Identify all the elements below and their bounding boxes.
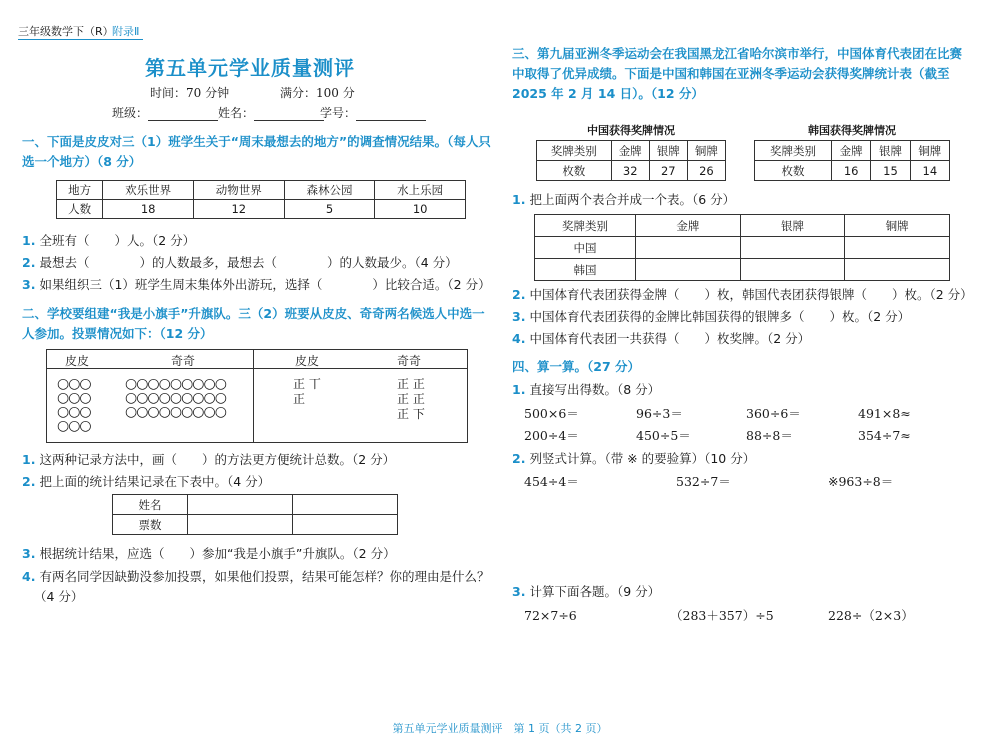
table-cell: 27 (649, 161, 687, 181)
table-cell: 金牌 (611, 141, 649, 161)
section2-heading: 二、学校要组建“我是小旗手”升旗队。三（2）班要从皮皮、奇奇两名候选人中选一 人参加。投票情况如下：（12 分） (22, 306, 485, 341)
vote-box (46, 349, 468, 443)
korea-caption: 韩国获得奖牌情况 (808, 124, 896, 137)
page-title: 第五单元学业质量测评 (145, 56, 355, 80)
appendix-label: 附录Ⅱ (112, 25, 140, 38)
s2-q4: 4. 有两名同学因缺勤没参加投票，如果他们投票，结果可能怎样？你的理由是什么？ （4 分） (22, 569, 490, 604)
table-cell: 18 (103, 200, 194, 219)
s4-q1: 1. 直接写出得数。（8 分） (512, 382, 661, 397)
name-field[interactable]: 姓名： (218, 104, 324, 121)
s4-q2: 2. 列竖式计算。（带 ※ 的要验算）（10 分） (512, 451, 756, 466)
table-cell: 5 (284, 200, 375, 219)
table-cell: 金牌 (832, 141, 871, 161)
page-footer: 第五单元学业质量测评 第 1 页（共 2 页） (392, 722, 608, 735)
book-label: 三年级数学下（R） (18, 25, 114, 38)
qiqi-tally: 正 正 正 正 正 下 (397, 377, 425, 421)
s3-q2: 2. 中国体育代表团获得金牌（ ）枚，韩国代表团获得银牌（ ）枚。（2 分） (512, 287, 973, 302)
vote-header: 皮皮 (65, 354, 90, 368)
pipi-tally: 正 丅 正 (293, 377, 321, 406)
s2-q2: 2. 把上面的统计结果记录在下表中。（4 分） (22, 474, 271, 489)
section4-heading: 四、算一算。（27 分） (512, 359, 640, 374)
table-cell: 银牌 (740, 215, 845, 237)
table-cell: 金牌 (636, 215, 741, 237)
table-cell: 地方 (57, 181, 103, 200)
calc-item: 88÷8＝ (746, 428, 793, 443)
table-cell: 中国 (535, 237, 636, 259)
table-cell (740, 237, 845, 259)
table-cell: 铜牌 (687, 141, 725, 161)
calc-item: 96÷3＝ (636, 406, 683, 421)
table-cell: 森林公园 (284, 181, 375, 200)
calc-item: 450÷5＝ (636, 428, 691, 443)
table-cell: 韩国 (535, 259, 636, 281)
table-cell: 12 (193, 200, 284, 219)
table-cell: 人数 (57, 200, 103, 219)
china-caption: 中国获得奖牌情况 (587, 124, 675, 137)
vote-header: 奇奇 (171, 354, 196, 368)
table-cell (845, 259, 950, 281)
china-medal-table (536, 140, 726, 181)
table-cell: 水上乐园 (375, 181, 466, 200)
id-field[interactable]: 学号： (320, 104, 426, 121)
table-cell: 票数 (113, 515, 188, 535)
table-cell: 14 (910, 161, 949, 181)
calc-item: 200÷4＝ (524, 428, 579, 443)
score-info: 满分：100 分 (280, 86, 355, 100)
qiqi-circles: ○○○○○○○○○ ○○○○○○○○○ ○○○○○○○○○ (125, 376, 226, 420)
s2-q3: 3. 根据统计结果，应选（ ）参加“我是小旗手”升旗队。（2 分） (22, 546, 396, 561)
s3-q3: 3. 中国体育代表团获得的金牌比韩国获得的银牌多（ ）枚。（2 分） (512, 309, 911, 324)
calc-item: 360÷6＝ (746, 406, 801, 421)
s1-q3: 3. 如果组织三（1）班学生周末集体外出游玩，选择（ ）比较合适。（2 分） (22, 277, 491, 292)
time-info: 时间：70 分钟 (150, 86, 230, 100)
table-cell (636, 259, 741, 281)
vote-header: 奇奇 (397, 354, 422, 368)
s1-q2: 2. 最想去（ ）的人数最多，最想去（ ）的人数最少。（4 分） (22, 255, 458, 270)
calc-item: 72×7÷6 (524, 608, 577, 623)
table-cell: 10 (375, 200, 466, 219)
s1-q1: 1. 全班有（ ）人。（2 分） (22, 233, 196, 248)
table-cell: 铜牌 (845, 215, 950, 237)
table-cell (293, 515, 398, 535)
vertical-calc-item: 454÷4＝ (524, 474, 579, 489)
vote-result-table (112, 494, 398, 535)
vote-header: 皮皮 (295, 354, 320, 368)
table-cell (636, 237, 741, 259)
pipi-circles: ○○○ ○○○ ○○○ ○○○ (57, 376, 91, 434)
table-cell: 枚数 (755, 161, 832, 181)
korea-medal-table (754, 140, 950, 181)
calc-item: 354÷7≈ (858, 428, 911, 443)
merged-medal-table (534, 214, 950, 281)
calc-item: （283＋357）÷5 (670, 608, 774, 623)
table-cell (740, 259, 845, 281)
table-cell: 铜牌 (910, 141, 949, 161)
s4-q3: 3. 计算下面各题。（9 分） (512, 584, 661, 599)
table-cell: 欢乐世界 (103, 181, 194, 200)
header-rule (18, 39, 143, 40)
calc-item: 500×6＝ (524, 406, 579, 421)
calc-item: 228÷（2×3） (828, 608, 914, 623)
table-cell (188, 495, 293, 515)
s3-q1: 1. 把上面两个表合并成一个表。（6 分） (512, 192, 736, 207)
section1-heading: 一、下面是皮皮对三（1）班学生关于“周末最想去的地方”的调查情况结果。（每人只 选一个地方）（8 分） (22, 134, 491, 169)
table-cell: 16 (832, 161, 871, 181)
table-cell: 枚数 (537, 161, 612, 181)
table-cell: 26 (687, 161, 725, 181)
vertical-calc-item: 532÷7＝ (676, 474, 731, 489)
table-cell: 姓名 (113, 495, 188, 515)
table-cell: 15 (871, 161, 910, 181)
table-cell (188, 515, 293, 535)
table-cell: 银牌 (871, 141, 910, 161)
table-cell (293, 495, 398, 515)
table-cell: 奖牌类别 (755, 141, 832, 161)
table-cell: 奖牌类别 (537, 141, 612, 161)
table-cell: 32 (611, 161, 649, 181)
table-cell (845, 237, 950, 259)
section3-heading: 三、第九届亚洲冬季运动会在我国黑龙江省哈尔滨市举行，中国体育代表团在比赛 中取得了优异成绩。下面是中国和韩国在亚洲冬季运动会获得奖牌统计表（截至 2025 年 2 月 14 日）。（12 分） (512, 46, 963, 101)
calc-item: 491×8≈ (858, 406, 911, 421)
table-cell: 奖牌类别 (535, 215, 636, 237)
table-cell: 银牌 (649, 141, 687, 161)
table-cell: 动物世界 (193, 181, 284, 200)
survey-table (56, 180, 466, 219)
s2-q1: 1. 这两种记录方法中，画（ ）的方法更方便统计总数。（2 分） (22, 452, 396, 467)
s3-q4: 4. 中国体育代表团一共获得（ ）枚奖牌。（2 分） (512, 331, 811, 346)
vertical-calc-item: ※963÷8＝ (828, 474, 894, 489)
class-field[interactable]: 班级： (112, 104, 218, 121)
